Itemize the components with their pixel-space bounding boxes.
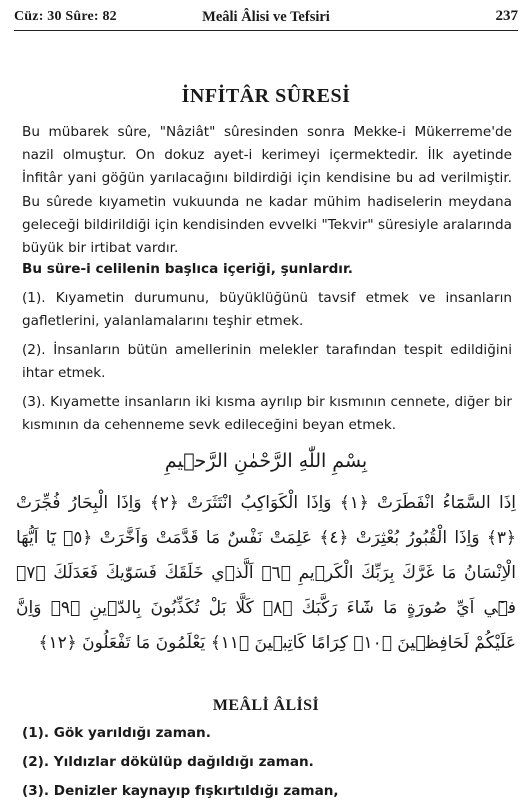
content-item: (2). İnsanların bütün amellerinin melekler tarafından tespit edildiğini ihtar etmek. — [22, 342, 512, 382]
contents-subheading: Bu süre-i celilenin başlıca içeriği, şunlardır. — [22, 261, 353, 277]
verse-translation: (3). Denizler kaynayıp fışkırtıldığı zaman, — [22, 783, 339, 799]
page-header — [14, 6, 518, 30]
meali-heading: MEÂLİ ÂLİSİ — [212, 697, 320, 714]
intro-paragraph: Bu mübarek sûre, "Nâziât" sûresinden sonra Mekke-i Mükerreme'de nazil olmuştur. On dokuz ayet-i kerimeyi içermektedir. İlk ayetinde İnfitâr yani göğün yarılacağını bildirdiği için kendisine bu ad verilmiştir. Bu sûrede kıyametin vukuunda ne kadar mühim hadiselerin meydana geleceği bildirildiği için kendisinden evvelki "Tekvir" süresiyle aralarında büyük bir irtibat vardır. — [22, 124, 512, 257]
content-item: (3). Kıyamette insanların iki kısma ayrılıp bir kısmının cennete, diğer bir kısmının da cehenneme sevk edileceğini beyan etmek. — [22, 394, 512, 434]
surah-title: İNFİTÂR SÛRESİ — [181, 85, 351, 107]
book-title: Meâli Âlisi ve Tefsiri — [202, 9, 330, 25]
verse-translation: (1). Gök yarıldığı zaman. — [22, 725, 211, 741]
page-number: 237 — [495, 8, 518, 24]
verse-translation: (2). Yıldızlar dökülüp dağıldığı zaman. — [22, 754, 314, 770]
basmala: بِسْمِ اللّٰهِ الرَّحْمٰنِ الرَّح۪يمِ — [164, 450, 368, 472]
content-item: (1). Kıyametin durumunu, büyüklüğünü tavsif etmek ve insanların gafletlerini, yalanlamalarını teşhir etmek. — [22, 290, 512, 330]
juz-surah-label: Cüz: 30 Sûre: 82 — [14, 9, 117, 24]
arabic-verses: اِذَا السَّمَٓاءُ انْفَطَرَتْ ﴿١﴾ وَاِذَا الْكَوَاكِبُ انْتَثَرَتْ ﴿٢﴾ وَاِذَا الْبِحَارُ فُجِّرَتْ ﴿٣﴾ وَاِذَا الْقُبُورُ بُعْثِرَتْ ﴿٤﴾ عَلِمَتْ نَفْسٌ مَا قَدَّمَتْ وَاَخَّرَتْ ﴿٥﴾ يَٓا اَيُّهَا الْاِنْسَانُ مَا غَرَّكَ بِرَبِّكَ الْكَر۪يمِ ﴿٦﴾ اَلَّذ۪ي خَلَقَكَ فَسَوّٰيكَ فَعَدَلَكَ ﴿٧﴾ ف۪ٓي اَيِّ صُورَةٍ مَا شَٓاءَ رَكَّبَكَ ﴿٨﴾ كَلَّا بَلْ تُكَذِّبُونَ بِالدّ۪ينِ ﴿٩﴾ وَاِنَّ عَلَيْكُمْ لَحَافِظ۪ينَ ﴿١٠﴾ كِرَامًا كَاتِب۪ينَ ﴿١١﴾ يَعْلَمُونَ مَا تَفْعَلُونَ ﴿١٢﴾ — [16, 493, 516, 653]
header-divider — [14, 30, 518, 31]
